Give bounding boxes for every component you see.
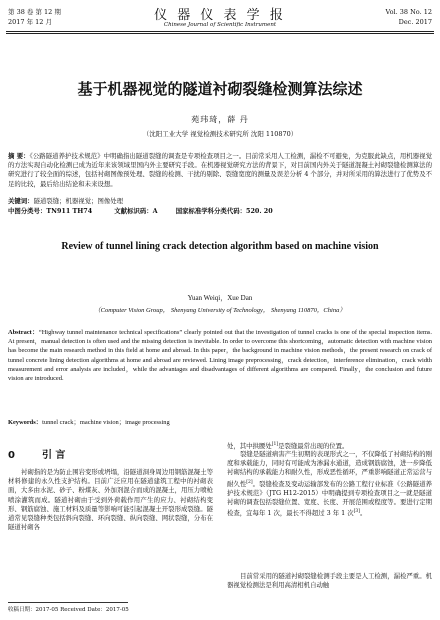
header-date-en: Dec. 2017 (398, 18, 432, 26)
journal-title-en: Chinese Journal of Scientific Instrument (163, 22, 277, 28)
affiliation-en: （Computer Vision Group， Shenyang University of Technology， Shenyang 110870，China） (94, 307, 346, 314)
authors-en: Yuan Weiqi，Xue Dan (187, 294, 253, 302)
header-volume: 第 38 卷 第 12 期 (8, 8, 61, 16)
header-rule (6, 31, 434, 32)
clc-code: 中图分类号：TN911 TH74 (8, 207, 93, 215)
footer-rule (8, 602, 128, 603)
journal-title-cn: 仪 器 仪 表 学 报 (154, 8, 286, 23)
header-rule-thin (6, 33, 434, 34)
keywords-cn-text: 隧道裂缝；机器视觉；图像处理 (33, 197, 124, 205)
affiliation-cn: （沈阳工业大学 视觉检测技术研究所 沈阳 110870） (142, 130, 298, 138)
abstract-cn (8, 152, 432, 189)
doc-code: 文献标识码：A (114, 207, 158, 215)
abstract-en (8, 328, 432, 383)
left-col-paragraph: 衬砌指的是为防止围岩变形或坍塌，沿隧道洞身周边用钢筋混凝土等材料修建的永久性支护结构。目前广泛应用在隧道建筑工程中的衬砌表面，大多由水泥、砂子、粉煤灰、外加剂混合而成的混凝土，用压力喷枪喷涂灌筑而成。隧道衬砌由于受到外荷载作用产生的应力、衬砌结构变形、钢筋腐蚀、施工材料及质量等影响可能引起混凝土开裂形成裂缝。隧道常见裂缝种类包括斜向裂缝、环向裂缝、纵向裂缝、网状裂缝，分布在隧道衬砌各 (8, 468, 213, 532)
abstract-cn-text: 《公路隧道养护技术规范》中明确指出隧道裂缝的调查是专项检查项目之一。目前常采用人工检测，漏检不可避免，为克服此缺点，用机器视觉的方法实现自动化检测已成为近年来该领域里国内外主要研究手段。在机器视觉研究方法的背景下，对目前国内外关于隧道混凝土衬砌裂缝检测算法的研究进行了较全面的综述，包括衬砌图像预处理、裂缝的检测、干扰的剔除、裂缝宽度的测量及误差分析 4 个部分，并对所采用的算法进行了优势及不足的比较，最后给出结论和未来设想。 (8, 152, 432, 188)
keywords-en-label: Keywords： (8, 419, 43, 426)
right-col-para2c: 。 (360, 509, 367, 518)
section-number: 0 (8, 450, 15, 461)
title-cn: 基于机器视觉的隧道衬砌裂缝检测算法综述 (77, 80, 363, 98)
right-col-para2b: 。裂缝检查及变动运输部发布的公路工程行业标准《公路隧道养护技术规范》（JTG H12-2015）中明确提到专项检查项目之一就是隧道衬砌的调查包括裂缝位置、宽度、长度、开展范围或程度等。要进行定期检查，宜每年 1 次，最长不得超过 3 年 1 次 (227, 479, 433, 518)
received-date: 收稿日期：2017-05 Received Date：2017-05 (8, 607, 129, 613)
ref-2[interactable]: [2] (246, 479, 253, 485)
subject-code: 国家标准学科分类代码：520. 20 (175, 207, 273, 215)
section-title: 引 言 (41, 450, 66, 461)
header-date-cn: 2017 年 12 月 (8, 18, 53, 26)
ref-3[interactable]: [3] (353, 509, 361, 515)
section-heading (8, 446, 213, 461)
right-col-para2: 裂缝是隧道病害产生初期的表现形式之一，不仅降低了衬砌结构的刚度和承载能力，同时有可能成为渗漏水通道，造成钢筋腐蚀，进一步降低衬砌结构的承载能力和耐久性，形成恶性循环，严重影响隧道正常运营与耐久性 (227, 450, 432, 488)
abstract-cn-label: 摘 要： (8, 152, 30, 160)
authors-cn: 苑玮琦，薛 丹 (191, 115, 249, 124)
abstract-en-text: “Highway tunnel maintenance technical specifications” clearly pointed out that the investigation of tunnel cracks is one of the special inspection items. At present，manual detection is often used and the missing detection is inevitable. In order to overcome this shortcoming，automatic detection with machine vision has become the main research method in this field at home and abroad. In this paper，the background in machine vision methods，the present research on crack of tunnel concrete lining detection algorithms at home and abroad are reviewed. Lining image preprocessing，crack detection，interference elimination，crack width measurement and error analysis are included，while the advantages and disadvantages of different algorithms are compared. Finally，the conclusion and future vision are introduced. (8, 329, 432, 383)
right-col-paragraph-3: 目前常采用的隧道衬砌裂缝检测手段主要是人工检测，漏检严重。机器视觉检测法是利用高清相机自动触 (227, 572, 432, 590)
keywords-cn-label: 关键词： (8, 197, 34, 205)
right-col-text-2: 是裂缝最常出现的位置。 (278, 442, 349, 451)
right-col-paragraph-2 (227, 450, 432, 519)
keywords-en (8, 418, 432, 427)
header-vol-en: Vol. 38 No. 12 (385, 8, 432, 16)
title-en: Review of tunnel lining crack detection algorithm based on machine vision (61, 241, 379, 252)
abstract-en-label: Abstract： (8, 329, 39, 336)
right-col-text-1: 处，其中拱腰处 (227, 442, 272, 451)
keywords-en-text: tunnel crack；machine vision；image processing (42, 419, 170, 426)
keywords-cn (8, 197, 432, 206)
ref-1[interactable]: [1] (271, 442, 279, 447)
classification-line (8, 207, 432, 216)
